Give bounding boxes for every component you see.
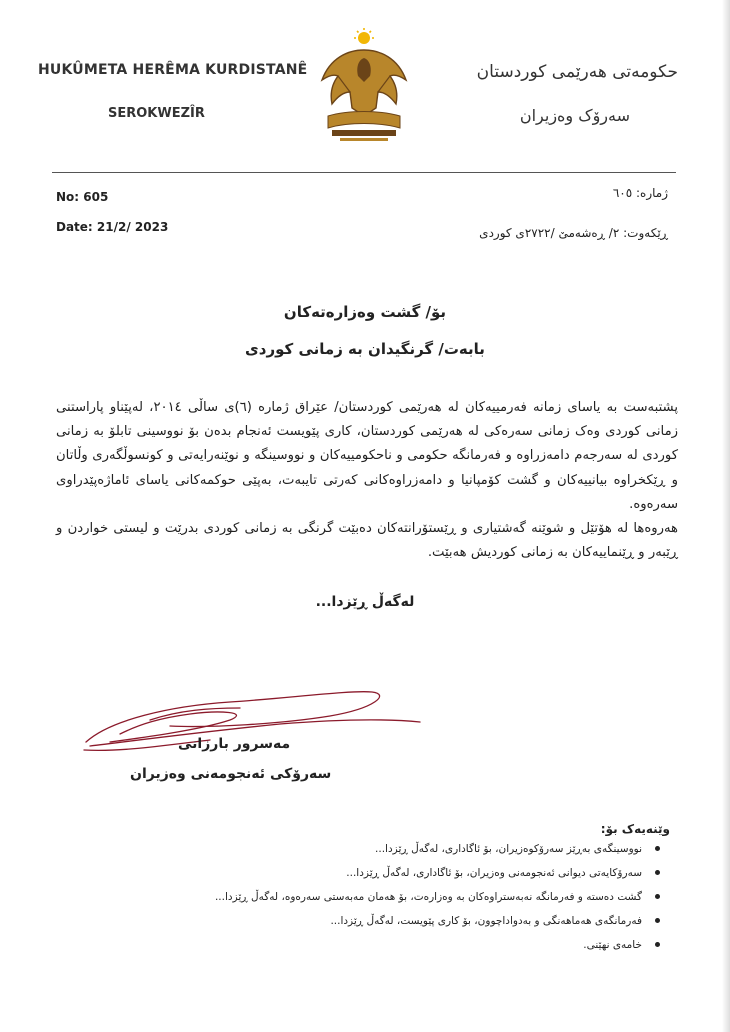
- recipient-line: بۆ/ گشت وەزارەتەکان: [283, 303, 447, 321]
- header-org-kurdish: حکومەتی هەرێمی کوردستان: [476, 62, 678, 82]
- bullet-icon: [655, 870, 660, 875]
- cc-list: [82, 842, 660, 962]
- body-paragraph-2: هەروەها لە هۆتێل و شوێنە گەشتیاری و ڕێستۆرانتەکان دەبێت گرنگی بە زمانی کوردی بدرێت و لیستی خواردن و ڕێبەر و ڕێنماییەکان بە زمانی کوردیش هەبێت.: [56, 521, 678, 561]
- document-date-latin: Date: 21/2/ 2023: [56, 220, 169, 234]
- krg-eagle-emblem: [318, 28, 410, 146]
- body-text: [56, 396, 678, 565]
- page-edge-shadow: [722, 0, 730, 1032]
- body-paragraph-1: پشتبەست بە یاسای زمانە فەرمییەکان لە هەرێمی کوردستان/ عێراق ژمارە (٦)ی ساڵی ٢٠١٤، لەپێناو پاراستنی زمانی کوردی وەک زمانی سەرەکی لە هەرێمی کوردستان، کاری پێویست ئەنجام بدەن بۆ نووسینی تابلۆ بە زمانی کوردی لە سەرجەم دامەزراوە و فەرمانگە حکومی و ناحکومییەکان و نووسینگە و نوێنەرایەتی و کونسوڵگەری وڵاتان و ڕێکخراوە بیانییەکان و گشت کۆمپانیا و دامەزراوەکانی کەرتی تایبەت، بەپێی حوکمەکانی یاسای ئاماژەپێدراوی سەرەوە.: [56, 400, 678, 512]
- document-number-kurdish: ژمارە: ٦٠٥: [612, 186, 668, 200]
- bullet-icon: [655, 846, 660, 851]
- cc-item: نووسینگەی بەڕێز سەرۆکوەزیران، بۆ ئاگاداری، لەگەڵ ڕێزدا...: [82, 842, 642, 866]
- bullet-icon: [655, 942, 660, 947]
- cc-item: خامەی نهێنی.: [82, 938, 642, 962]
- header-org-latin: HUKÛMETA HERÊMA KURDISTANÊ: [38, 62, 308, 78]
- regards-line: لەگەڵ ڕێزدا...: [315, 594, 415, 610]
- signer-name: مەسرور بارزانی: [178, 736, 291, 752]
- document-number-latin: No: 605: [56, 190, 109, 204]
- cc-item: گشت دەستە و فەرمانگە نەبەستراوەکان بە وەزارەت، بۆ هەمان مەبەستی سەرەوە، لەگەڵ ڕێزدا...: [82, 890, 642, 914]
- header-office-latin: SEROKWEZÎR: [108, 106, 205, 121]
- signer-title: سەرۆکی ئەنجومەنی وەزیران: [130, 766, 332, 782]
- document-date-kurdish: ڕێکەوت: ٢/ ڕەشەمێ /٢٧٢٢ی کوردی: [479, 226, 668, 240]
- subject-line: بابەت/ گرنگیدان بە زمانی کوردی: [245, 340, 485, 358]
- cc-title: وێنەیەک بۆ:: [600, 822, 670, 836]
- bullet-icon: [655, 894, 660, 899]
- sun-emblem-icon: [358, 32, 370, 44]
- header-divider: [52, 172, 676, 173]
- bullet-icon: [655, 918, 660, 923]
- header-office-kurdish: سەرۆک وەزیران: [519, 106, 630, 125]
- cc-item: سەرۆکایەتی دیوانی ئەنجومەنی وەزیران، بۆ ئاگاداری، لەگەڵ ڕێزدا...: [82, 866, 642, 890]
- cc-item: فەرمانگەی هەماهەنگی و بەدواداچوون، بۆ کاری پێویست، لەگەڵ ڕێزدا...: [82, 914, 642, 938]
